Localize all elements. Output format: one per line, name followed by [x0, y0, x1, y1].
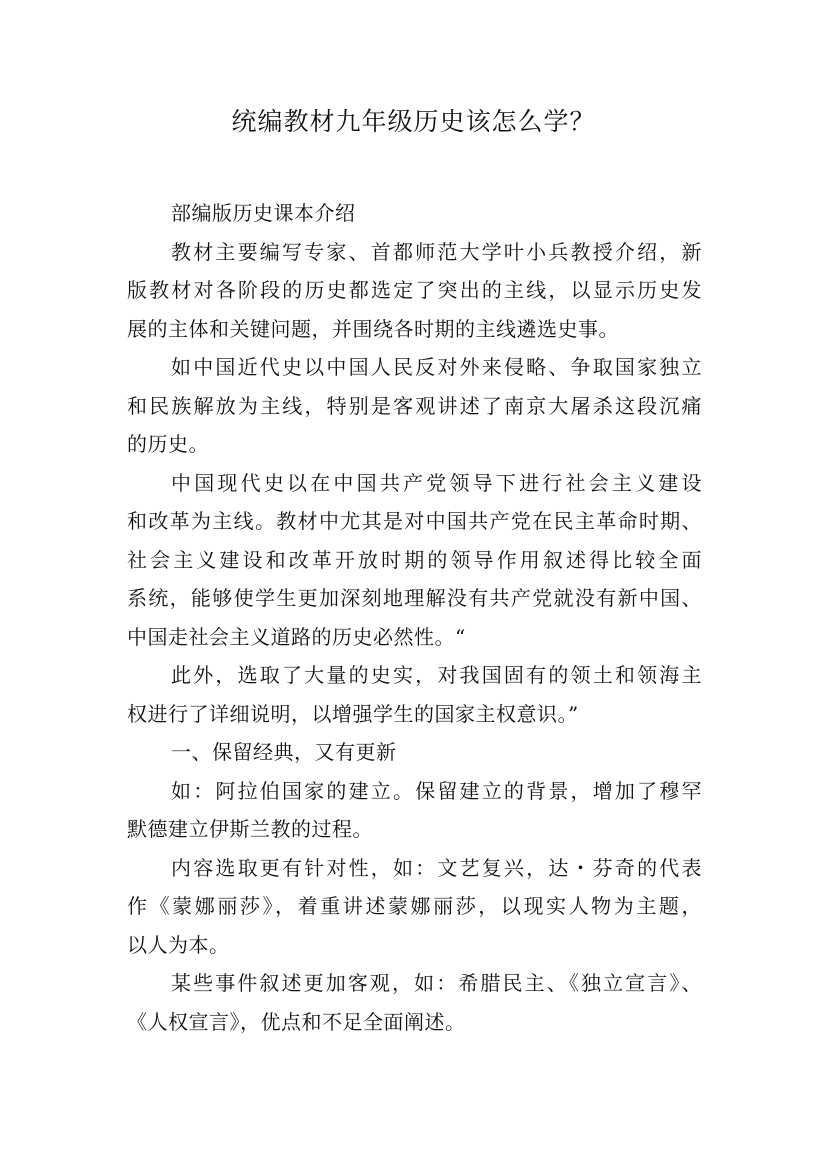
- paragraph-line: 的历史。: [127, 432, 209, 456]
- paragraph-line: 系统，能够使学生更加深刻地理解没有共产党就没有新中国、: [127, 586, 702, 610]
- paragraph-line: 和民族解放为主线，特别是客观讲述了南京大屠杀这段沉痛: [127, 393, 702, 418]
- paragraph-line: 社会主义建设和改革开放时期的领导作用叙述得比较全面: [127, 547, 702, 572]
- paragraph-line: 中国走社会主义道路的历史必然性。“: [127, 624, 466, 649]
- paragraph-line: 权进行了详细说明，以增强学生的国家主权意识。”: [127, 701, 579, 726]
- paragraph-line: 内容选取更有针对性，如：文艺复兴，达・芬奇的代表: [171, 855, 702, 880]
- paragraph-renaissance: [127, 849, 702, 965]
- paragraph-line: 一、保留经典，又有更新: [171, 740, 397, 764]
- paragraph-line: 部编版历史课本介绍: [171, 201, 356, 225]
- paragraph-arab-states: [127, 772, 702, 849]
- paragraph-line: 默德建立伊斯兰教的过程。: [127, 817, 373, 841]
- paragraph-line: 某些事件叙述更加客观，如：希腊民主、《独立宣言》、: [171, 971, 702, 995]
- paragraph-contemporary-history: [127, 464, 702, 657]
- paragraph-line: 以人为本。: [127, 932, 230, 957]
- paragraph-objective-events: [127, 964, 702, 1041]
- paragraph-line: 如：阿拉伯国家的建立。保留建立的背景，增加了穆罕: [171, 778, 702, 803]
- paragraph-line: 教材主要编写专家、首都师范大学叶小兵教授介绍，新: [171, 239, 702, 264]
- section-heading-classics: [127, 733, 702, 772]
- document-title: 统编教材九年级历史该怎么学？: [231, 107, 596, 136]
- paragraph-line: 中国现代史以在中国共产党领导下进行社会主义建设: [171, 470, 702, 495]
- paragraph-line: 版教材对各阶段的历史都选定了突出的主线，以显示历史发: [127, 278, 702, 302]
- paragraph-modern-history: [127, 348, 702, 464]
- paragraph-line: 此外，选取了大量的史实，对我国固有的领土和领海主: [171, 663, 702, 687]
- paragraph-editor-intro: [127, 233, 702, 349]
- document-body: [127, 194, 702, 1041]
- paragraph-line: 和改革为主线。教材中尤其是对中国共产党在民主革命时期、: [127, 509, 702, 533]
- paragraph-line: 展的主体和关键问题，并围绕各时期的主线遴选史事。: [127, 316, 619, 341]
- paragraph-line: 如中国近代史以中国人民反对外来侵略、争取国家独立: [171, 355, 702, 379]
- paragraph-heading-intro: [127, 194, 702, 233]
- paragraph-line: 作《蒙娜丽莎》，着重讲述蒙娜丽莎，以现实人物为主题，: [127, 894, 702, 918]
- paragraph-sovereignty: [127, 656, 702, 733]
- paragraph-line: 《人权宣言》，优点和不足全面阐述。: [127, 1009, 466, 1034]
